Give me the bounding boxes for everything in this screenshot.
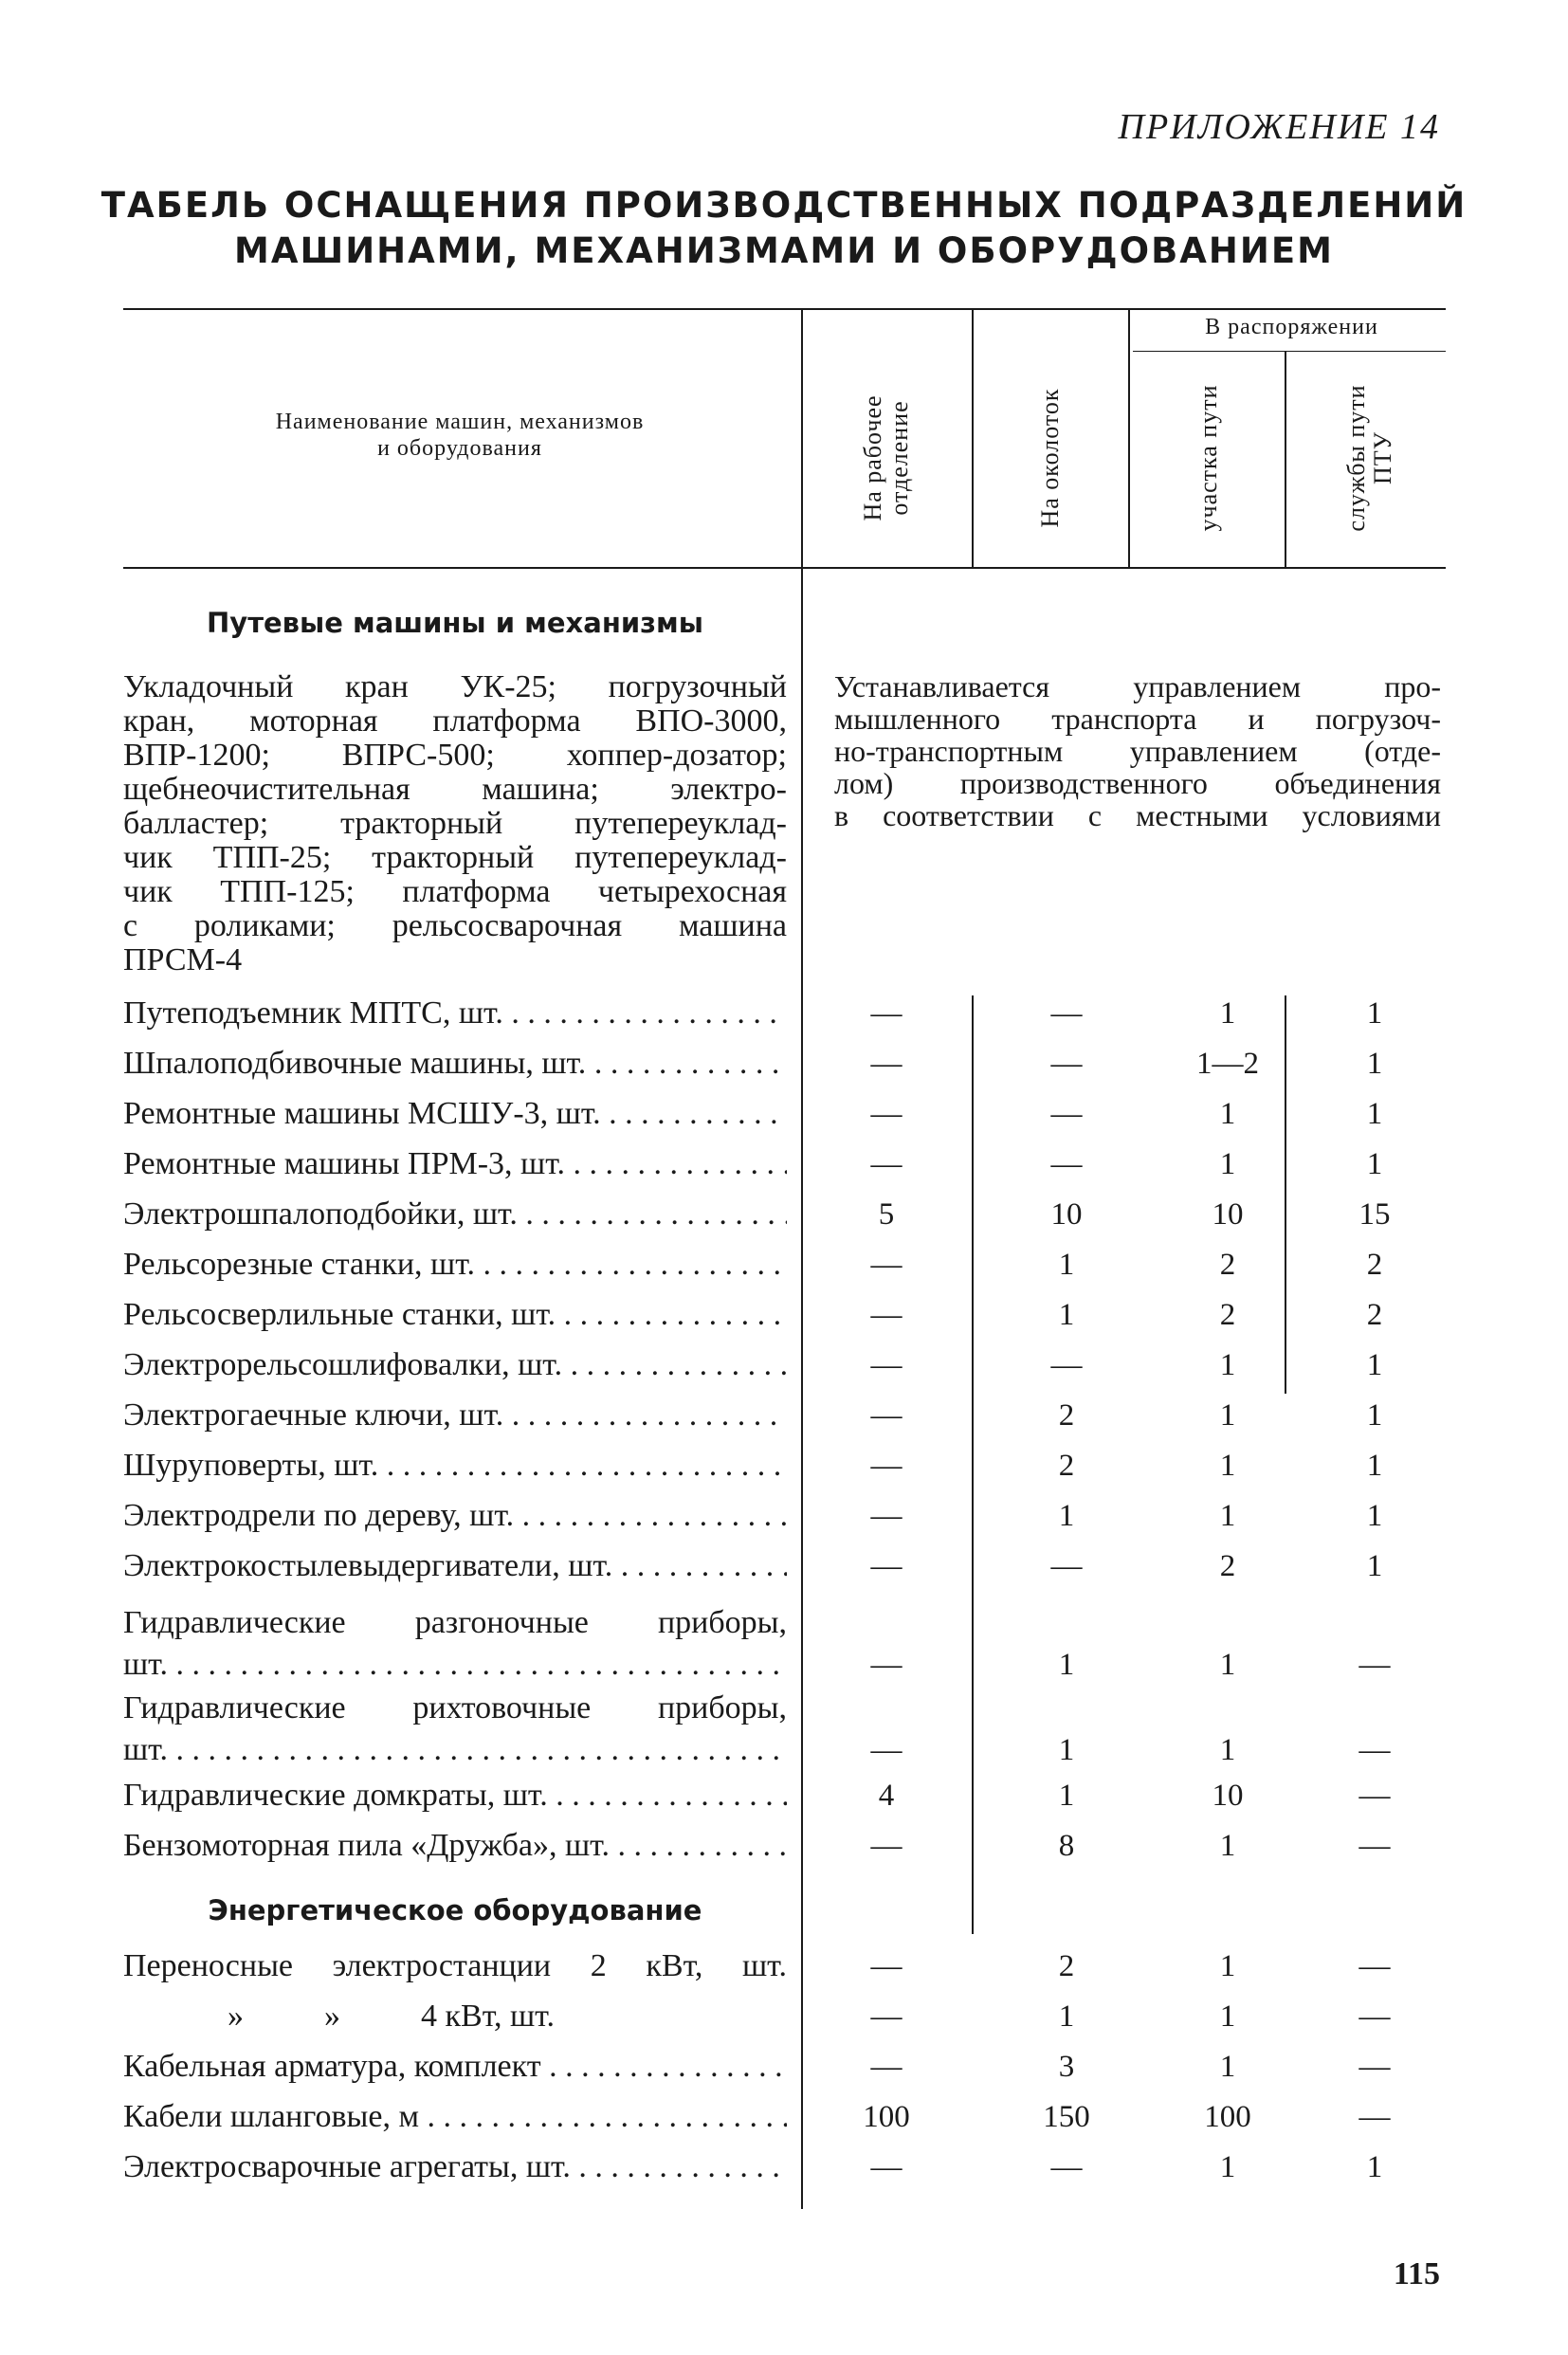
row-value-service: 1 bbox=[1366, 1047, 1383, 1081]
row-value-section: 2 bbox=[1219, 1549, 1236, 1583]
row-value-section: 1 bbox=[1219, 996, 1236, 1031]
desc-line: чик ТПП-125; платформа четырехосная bbox=[123, 874, 787, 909]
row-value-section: 1 bbox=[1219, 1949, 1236, 1983]
page-number: 115 bbox=[1393, 2256, 1440, 2291]
row-name-line2: шт. . . . bbox=[123, 1644, 787, 1686]
desc-line: Укладочный кран УК-25; погрузочный bbox=[123, 669, 787, 704]
row-value-workshop: — bbox=[870, 1829, 903, 1863]
row-value-workshop: — bbox=[870, 2050, 903, 2084]
row-name: Электросварочные агрегаты, шт. . . . bbox=[123, 2146, 787, 2188]
note-line: лом) производственного объединения bbox=[834, 766, 1441, 800]
row-value-section: 1 bbox=[1219, 1733, 1236, 1767]
row-value-workshop: — bbox=[870, 1348, 903, 1382]
row-name: Ремонтные машины МСШУ-3, шт. . . . bbox=[123, 1093, 787, 1135]
row-name-multiline bbox=[123, 1602, 787, 1686]
note-line: в соответствии с местными условиями bbox=[834, 798, 1441, 832]
row-value-workshop: — bbox=[870, 1949, 903, 1983]
row-value-service: 2 bbox=[1366, 1248, 1383, 1282]
table-vline-2 bbox=[972, 308, 974, 567]
row-value-service: 15 bbox=[1358, 1197, 1391, 1232]
row-name: Рельсосверлильные станки, шт. . . . bbox=[123, 1294, 787, 1336]
row-value-section: 1 bbox=[1219, 1499, 1236, 1533]
row-value-section: 1 bbox=[1219, 1449, 1236, 1483]
table-row bbox=[0, 1093, 1568, 1135]
row-value-workshop: — bbox=[870, 1147, 903, 1181]
desc-line: балластер; тракторный путепереуклад- bbox=[123, 806, 787, 841]
row-value-section: 2 bbox=[1219, 1298, 1236, 1332]
row-value-okolotok: — bbox=[1050, 2150, 1083, 2184]
table-row bbox=[0, 2096, 1568, 2138]
row-value-workshop: 5 bbox=[878, 1197, 895, 1232]
row-value-okolotok: 2 bbox=[1058, 1398, 1075, 1433]
table-row bbox=[0, 1996, 1568, 2037]
row-name: » » 4 кВт, шт. bbox=[228, 1999, 555, 2034]
section-track-machines: Путевые машины и механизмы bbox=[207, 607, 703, 639]
row-value-section: 1 bbox=[1219, 1648, 1236, 1682]
row-value-okolotok: 1 bbox=[1058, 1779, 1075, 1813]
row-value-section: 1 bbox=[1219, 2050, 1236, 2084]
table-row bbox=[0, 2046, 1568, 2088]
row-value-service: — bbox=[1358, 1733, 1391, 1767]
row-value-okolotok: 1 bbox=[1058, 1999, 1075, 2034]
desc-line: чик ТПП-25; тракторный путепереуклад- bbox=[123, 840, 787, 875]
row-value-service: — bbox=[1358, 1999, 1391, 2034]
col-service-header: службы пути ПТУ bbox=[1342, 384, 1396, 532]
row-name: Переносные электростанции 2 кВт, шт. bbox=[123, 1948, 787, 1983]
page-title-line1: ТАБЕЛЬ ОСНАЩЕНИЯ ПРОИЗВОДСТВЕННЫХ ПОДРАЗДЕЛЕНИЙ bbox=[100, 185, 1468, 226]
row-name: Кабели шланговые, м . . . bbox=[123, 2096, 787, 2138]
note-line: но-транспортным управлением (отде- bbox=[834, 734, 1441, 768]
table-vline-3 bbox=[1128, 308, 1130, 567]
row-value-service: — bbox=[1358, 1829, 1391, 1863]
table-row bbox=[0, 1825, 1568, 1867]
row-value-section: 10 bbox=[1212, 1197, 1244, 1232]
main-note bbox=[834, 670, 1441, 831]
note-line: Устанавливается управлением про- bbox=[834, 669, 1441, 703]
table-top-rule bbox=[123, 308, 1446, 310]
row-value-okolotok: — bbox=[1050, 1348, 1083, 1382]
desc-line: ПРСМ-4 bbox=[123, 942, 243, 977]
row-value-service: — bbox=[1358, 2100, 1391, 2134]
row-value-workshop: 100 bbox=[863, 2100, 910, 2134]
row-value-okolotok: 10 bbox=[1050, 1197, 1083, 1232]
row-value-workshop: — bbox=[870, 1298, 903, 1332]
group-header-rule bbox=[1133, 351, 1446, 352]
row-value-workshop: — bbox=[870, 1549, 903, 1583]
row-value-service: 2 bbox=[1366, 1298, 1383, 1332]
row-value-okolotok: 1 bbox=[1058, 1733, 1075, 1767]
row-value-section: 2 bbox=[1219, 1248, 1236, 1282]
main-description bbox=[123, 670, 787, 977]
col-okolotok-header: На околоток bbox=[1036, 388, 1064, 528]
row-name: Гидравлические домкраты, шт. . . . bbox=[123, 1775, 787, 1816]
row-value-service: 1 bbox=[1366, 1398, 1383, 1433]
table-row bbox=[0, 1445, 1568, 1487]
row-value-section: 1 bbox=[1219, 1348, 1236, 1382]
desc-line: кран, моторная платформа ВПО-3000, bbox=[123, 703, 787, 739]
row-name-line2: шт. . . . bbox=[123, 1729, 787, 1771]
row-value-okolotok: — bbox=[1050, 1549, 1083, 1583]
table-row bbox=[0, 1495, 1568, 1537]
desc-line: щебнеочистительная машина; электро- bbox=[123, 772, 787, 807]
row-value-section: 100 bbox=[1204, 2100, 1251, 2134]
row-name: Электрорельсошлифовалки, шт. . . . bbox=[123, 1344, 787, 1386]
row-value-workshop: — bbox=[870, 1999, 903, 2034]
row-value-okolotok: 8 bbox=[1058, 1829, 1075, 1863]
row-value-service: — bbox=[1358, 1648, 1391, 1682]
row-value-service: 1 bbox=[1366, 996, 1383, 1031]
row-value-section: 1 bbox=[1219, 1398, 1236, 1433]
group-header: В распоряжении bbox=[1205, 315, 1378, 339]
desc-line: ВПР-1200; ВПРС-500; хоппер-дозатор; bbox=[123, 738, 787, 773]
row-value-service: 1 bbox=[1366, 1499, 1383, 1533]
table-row bbox=[0, 1043, 1568, 1085]
note-line: мышленного транспорта и погрузоч- bbox=[834, 702, 1441, 736]
row-value-service: — bbox=[1358, 1779, 1391, 1813]
row-name: Кабельная арматура, комплект . . . bbox=[123, 2046, 787, 2088]
row-value-workshop: 4 bbox=[878, 1779, 895, 1813]
col-name-header-1: Наименование машин, механизмов bbox=[275, 410, 645, 434]
row-value-workshop: — bbox=[870, 1248, 903, 1282]
row-value-okolotok: 1 bbox=[1058, 1648, 1075, 1682]
row-value-section: 1 bbox=[1219, 1829, 1236, 1863]
row-value-okolotok: — bbox=[1050, 996, 1083, 1031]
col-name-header-2: и оборудования bbox=[377, 436, 542, 461]
section-energy: Энергетическое оборудование bbox=[208, 1894, 702, 1926]
table-row bbox=[0, 1395, 1568, 1436]
row-value-okolotok: 1 bbox=[1058, 1248, 1075, 1282]
col-section-header: участка пути bbox=[1194, 384, 1222, 532]
row-value-workshop: — bbox=[870, 1047, 903, 1081]
row-value-workshop: — bbox=[870, 1733, 903, 1767]
row-name-multiline bbox=[123, 1688, 787, 1771]
row-name-line1: Гидравлические разгоночные приборы, bbox=[123, 1605, 787, 1640]
table-header-rule bbox=[123, 567, 1446, 569]
table-vline-4 bbox=[1285, 351, 1286, 567]
row-value-okolotok: 1 bbox=[1058, 1499, 1075, 1533]
row-name: Путеподъемник МПТС, шт. . . . bbox=[123, 993, 787, 1034]
row-name: Ремонтные машины ПРМ-3, шт. . . . bbox=[123, 1143, 787, 1185]
row-value-okolotok: — bbox=[1050, 1097, 1083, 1131]
row-name: Бензомоторная пила «Дружба», шт. . . . bbox=[123, 1825, 787, 1867]
row-value-okolotok: 1 bbox=[1058, 1298, 1075, 1332]
row-name: Электрошпалоподбойки, шт. . . . bbox=[123, 1194, 787, 1235]
row-name: Рельсорезные станки, шт. . . . bbox=[123, 1244, 787, 1286]
row-value-workshop: — bbox=[870, 1097, 903, 1131]
row-value-okolotok: 3 bbox=[1058, 2050, 1075, 2084]
table-row bbox=[0, 1244, 1568, 1286]
row-value-service: — bbox=[1358, 2050, 1391, 2084]
table-row bbox=[0, 1294, 1568, 1336]
table-row bbox=[0, 993, 1568, 1034]
table-row bbox=[0, 1545, 1568, 1587]
row-value-section: 1 bbox=[1219, 1097, 1236, 1131]
row-value-okolotok: — bbox=[1050, 1047, 1083, 1081]
row-value-okolotok: 2 bbox=[1058, 1449, 1075, 1483]
appendix-label: ПРИЛОЖЕНИЕ 14 bbox=[1118, 107, 1440, 147]
row-value-section: 10 bbox=[1212, 1779, 1244, 1813]
table-row bbox=[0, 1688, 1568, 1773]
row-value-service: 1 bbox=[1366, 2150, 1383, 2184]
table-row bbox=[0, 1194, 1568, 1235]
row-name: Шпалоподбивочные машины, шт. . . . bbox=[123, 1043, 787, 1085]
table-row bbox=[0, 1344, 1568, 1386]
table-row bbox=[0, 1602, 1568, 1688]
row-value-service: 1 bbox=[1366, 1097, 1383, 1131]
row-value-okolotok: 150 bbox=[1043, 2100, 1090, 2134]
row-name: Электродрели по дереву, шт. . . . bbox=[123, 1495, 787, 1537]
row-value-service: 1 bbox=[1366, 1449, 1383, 1483]
row-value-workshop: — bbox=[870, 1449, 903, 1483]
row-value-okolotok: 2 bbox=[1058, 1949, 1075, 1983]
col-workshop-header: На рабочее отделение bbox=[859, 394, 913, 521]
row-value-workshop: — bbox=[870, 1398, 903, 1433]
page-title-line2: МАШИНАМИ, МЕХАНИЗМАМИ И ОБОРУДОВАНИЕМ bbox=[234, 230, 1334, 271]
desc-line: с роликами; рельсосварочная машина bbox=[123, 908, 787, 943]
row-value-workshop: — bbox=[870, 996, 903, 1031]
row-name: Шуруповерты, шт. . . . bbox=[123, 1445, 787, 1487]
row-value-service: 1 bbox=[1366, 1147, 1383, 1181]
table-row bbox=[0, 1945, 1568, 1987]
row-value-okolotok: — bbox=[1050, 1147, 1083, 1181]
row-value-section: 1 bbox=[1219, 1147, 1236, 1181]
row-value-workshop: — bbox=[870, 1648, 903, 1682]
row-value-workshop: — bbox=[870, 1499, 903, 1533]
table-row bbox=[0, 1143, 1568, 1185]
row-value-section: 1 bbox=[1219, 1999, 1236, 2034]
row-value-workshop: — bbox=[870, 2150, 903, 2184]
row-value-section: 1 bbox=[1219, 2150, 1236, 2184]
row-name-line1: Гидравлические рихтовочные приборы, bbox=[123, 1690, 787, 1725]
table-row bbox=[0, 2146, 1568, 2188]
row-value-service: 1 bbox=[1366, 1549, 1383, 1583]
table-row bbox=[0, 1775, 1568, 1816]
row-name: Электрогаечные ключи, шт. . . . bbox=[123, 1395, 787, 1436]
row-value-service: 1 bbox=[1366, 1348, 1383, 1382]
row-value-service: — bbox=[1358, 1949, 1391, 1983]
row-name: Электрокостылевыдергиватели, шт. . . . bbox=[123, 1545, 787, 1587]
row-value-section: 1—2 bbox=[1196, 1047, 1259, 1081]
